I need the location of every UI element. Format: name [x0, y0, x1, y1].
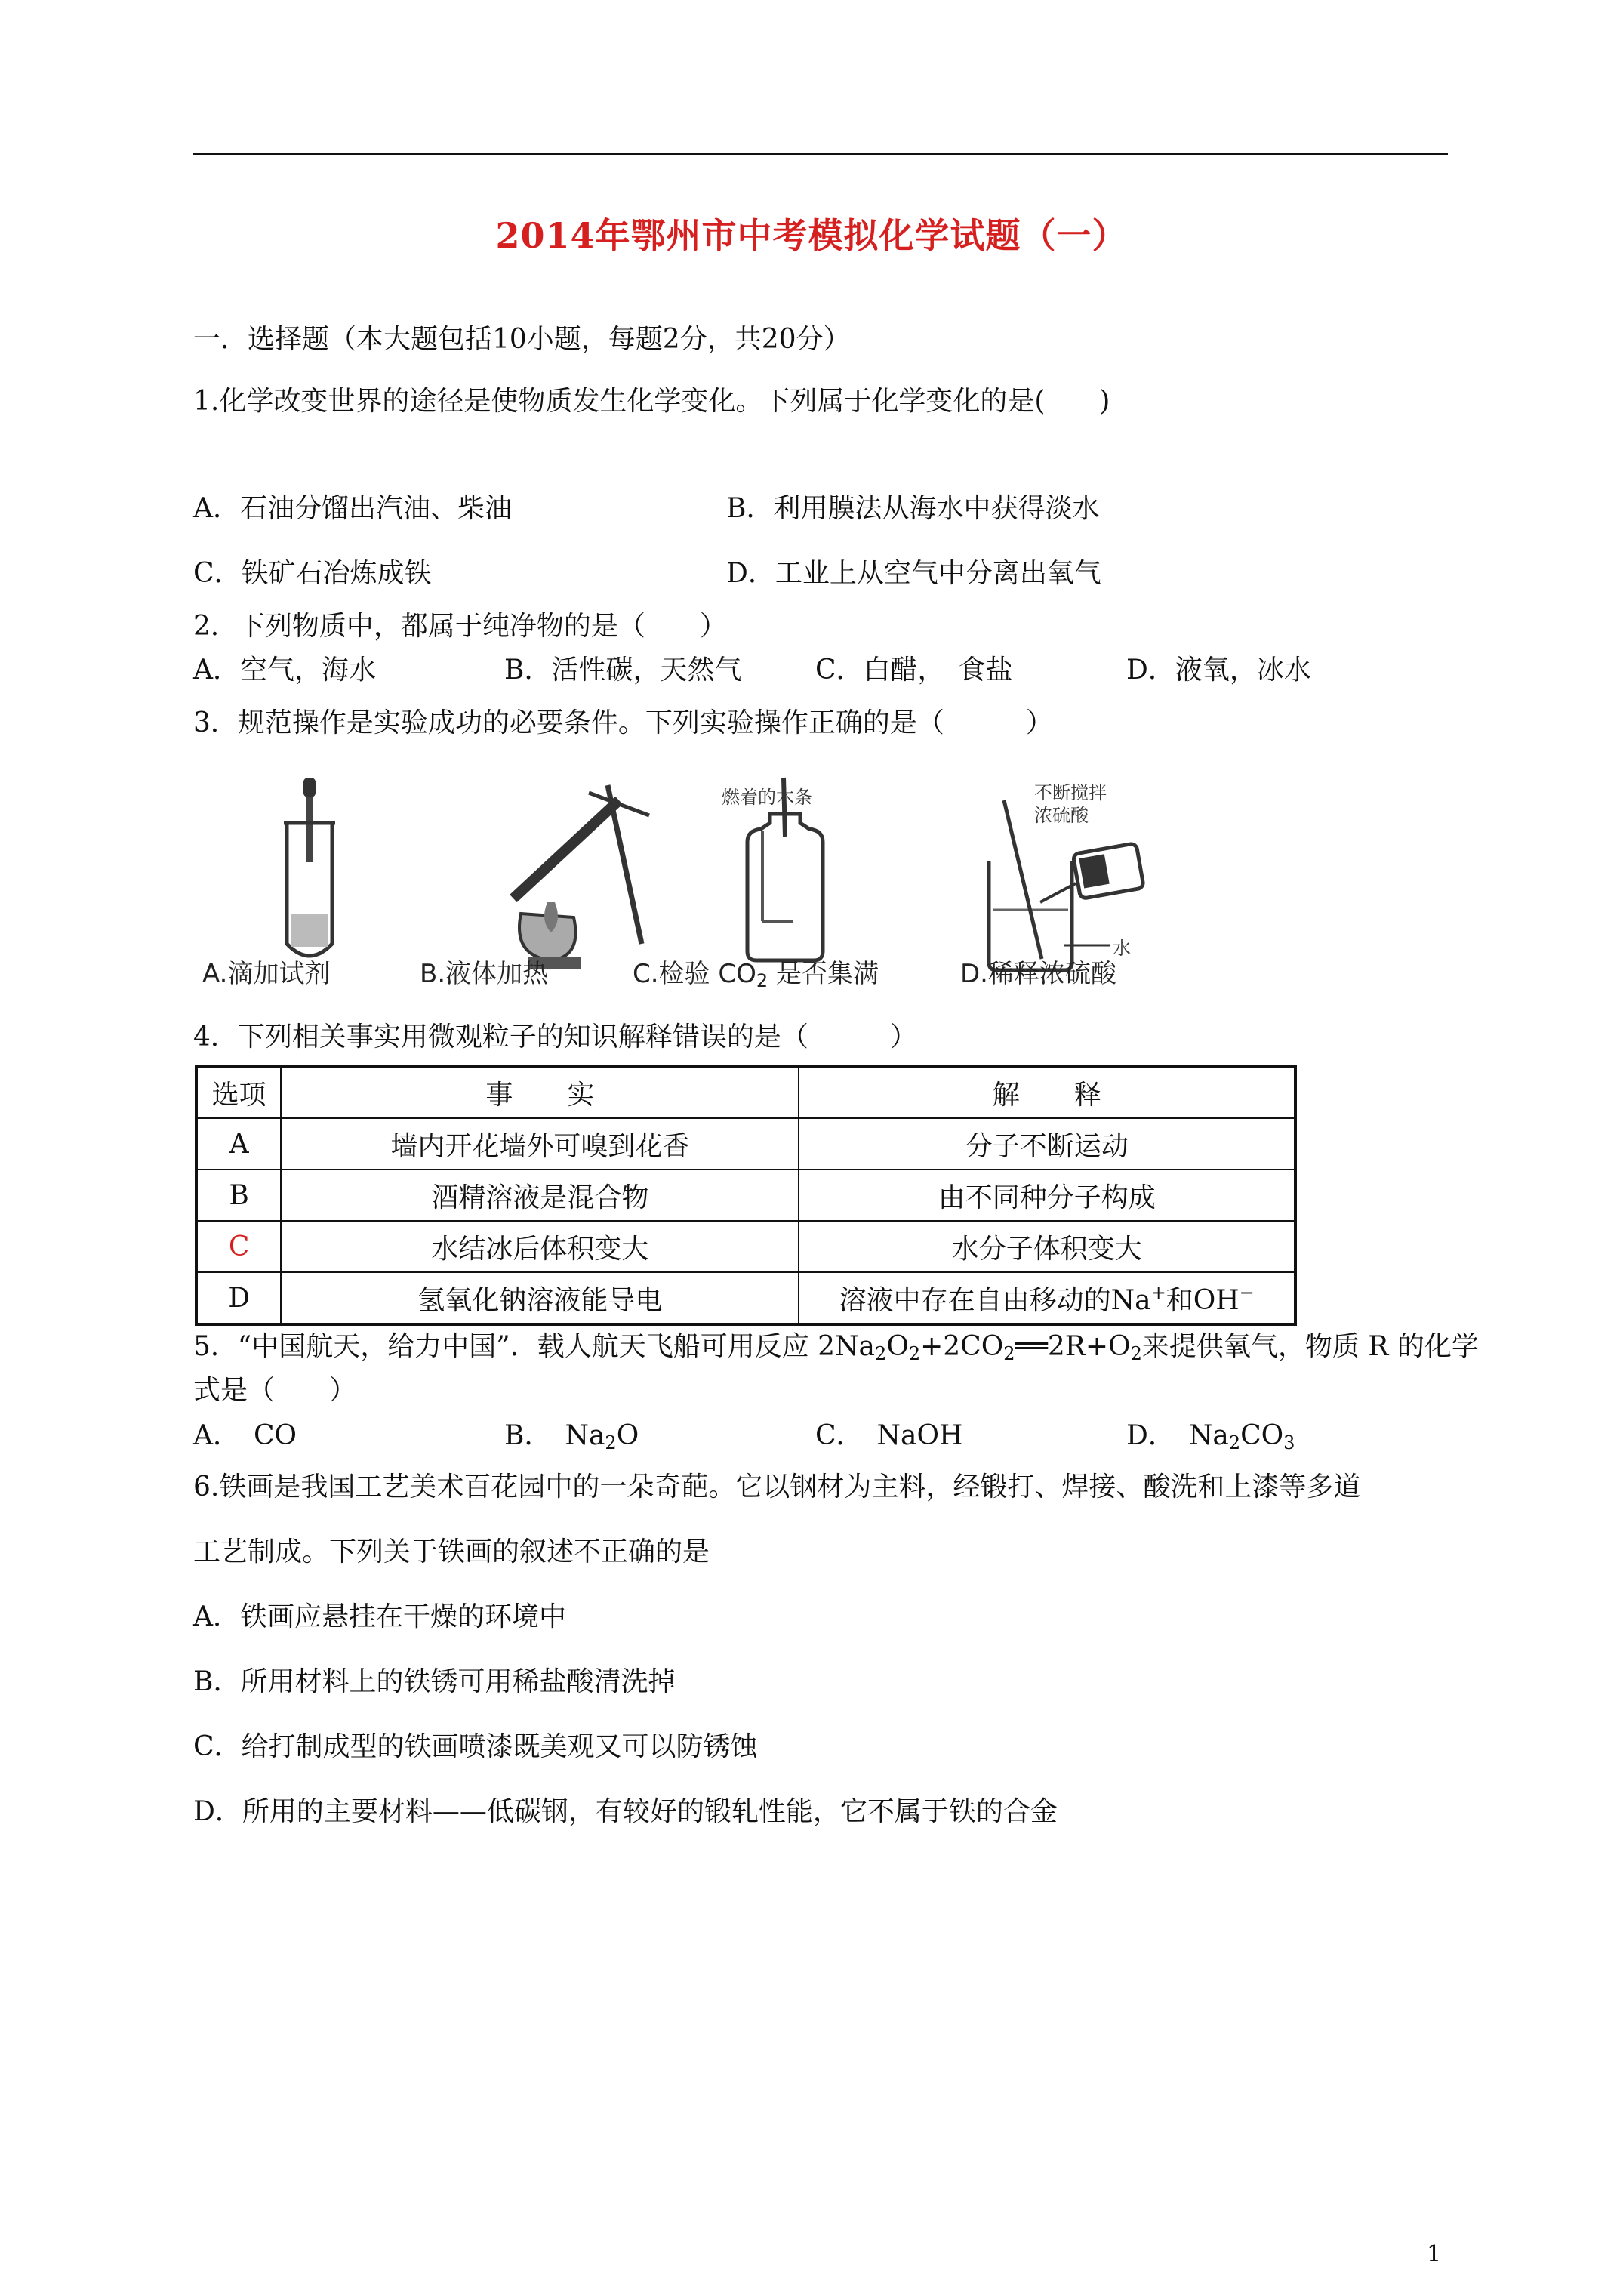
row-explain: 溶液中存在自由移动的Na+和OH− — [799, 1272, 1295, 1324]
q6-option-d: D．所用的主要材料——低碳钢，有较好的锻轧性能，它不属于铁的合金 — [193, 1796, 1058, 1827]
figure-d-caption: D.稀释浓硫酸 — [960, 959, 1116, 989]
row-option: D — [196, 1272, 281, 1324]
table-row — [196, 1221, 1295, 1272]
q2-stem: 2．下列物质中，都属于纯净物的是（ ） — [193, 611, 727, 642]
row-fact: 水结冰后体积变大 — [281, 1221, 799, 1272]
section-heading: 一．选择题（本大题包括10小题，每题2分，共20分） — [193, 324, 851, 355]
q4-stem: 4．下列相关事实用微观粒子的知识解释错误的是（ ） — [193, 1022, 917, 1052]
q5-stem-line2: 式是（ ） — [193, 1375, 357, 1406]
header-fact: 事 实 — [281, 1066, 799, 1118]
table-row — [196, 1272, 1295, 1324]
q6-stem-line2: 工艺制成。下列关于铁画的叙述不正确的是 — [193, 1536, 710, 1567]
header-explain: 解 释 — [799, 1066, 1295, 1118]
q5-option-d: D． $Na_2CO_3$ — [1126, 1420, 1295, 1453]
figure-c-caption: C.检验 $CO_2$ 是否集满 — [633, 959, 879, 991]
figure-b-caption: B.液体加热 — [420, 959, 549, 989]
q3-stem: 3．规范操作是实验成功的必要条件。下列实验操作正确的是（ ） — [193, 707, 1053, 738]
row-fact: 酒精溶液是混合物 — [281, 1170, 799, 1221]
q2-option-d: D．液氧，冰水 — [1126, 655, 1311, 686]
q5-option-b: B． $Na_2O$ — [504, 1420, 639, 1453]
q6-option-b: B．所用材料上的铁锈可用稀盐酸清洗掉 — [193, 1666, 676, 1697]
q6-stem-line1: 6.铁画是我国工艺美术百花园中的一朵奇葩。它以钢材为主料，经锻打、焊接、酸洗和上漆等多道 — [193, 1472, 1361, 1502]
q2-option-c: C．白醋， 食盐 — [815, 655, 1013, 686]
row-explain: 由不同种分子构成 — [799, 1170, 1295, 1221]
q6-option-a: A．铁画应悬挂在干燥的环境中 — [193, 1601, 566, 1632]
q5-option-a: A． CO — [193, 1420, 297, 1451]
row-fact: 氢氧化钠溶液能导电 — [281, 1272, 799, 1324]
row-fact: 墙内开花墙外可嗅到花香 — [281, 1118, 799, 1170]
q1-option-c: C．铁矿石冶炼成铁 — [193, 558, 432, 589]
q1-option-d: D．工业上从空气中分离出氧气 — [726, 558, 1101, 589]
q1-stem: 1.化学改变世界的途径是使物质发生化学变化。下列属于化学变化的是( ) — [193, 386, 1110, 417]
q2-option-b: B．活性碳，天然气 — [504, 655, 742, 686]
header-rule — [193, 153, 1448, 155]
q1-option-b: B．利用膜法从海水中获得淡水 — [726, 493, 1100, 524]
row-option: A — [196, 1118, 281, 1170]
q5-stem-line1: 5．“中国航天，给力中国”．载人航天飞船可用反应 $2Na_2O_2+2CO_2══2R+O_2$来提供氧气，物质 R 的化学 — [193, 1331, 1479, 1364]
q5-option-c: C． NaOH — [815, 1420, 963, 1451]
page-number: 1 — [1427, 2241, 1442, 2267]
page-title: 2014年鄂州市中考模拟化学试题（一） — [495, 215, 1128, 256]
table-header-row — [196, 1066, 1295, 1118]
table-row — [196, 1118, 1295, 1170]
water-label: 水 — [1113, 938, 1131, 959]
table-row — [196, 1170, 1295, 1221]
q4-table — [195, 1065, 1297, 1326]
row-explain: 水分子体积变大 — [799, 1221, 1295, 1272]
row-explain: 分子不断运动 — [799, 1118, 1295, 1170]
acid-label: 浓硫酸 — [1034, 805, 1089, 826]
stir-label: 不断搅拌 — [1034, 782, 1107, 803]
q6-option-c: C．给打制成型的铁画喷漆既美观又可以防锈蚀 — [193, 1731, 758, 1762]
row-option-answer: C — [196, 1221, 281, 1272]
figure-a-caption: A.滴加试剂 — [202, 959, 331, 989]
q1-option-a: A．石油分馏出汽油、柴油 — [193, 493, 512, 524]
q2-option-a: A．空气，海水 — [193, 655, 376, 686]
burning-stick-label: 燃着的木条 — [722, 787, 812, 808]
header-option: 选项 — [196, 1066, 281, 1118]
row-option: B — [196, 1170, 281, 1221]
